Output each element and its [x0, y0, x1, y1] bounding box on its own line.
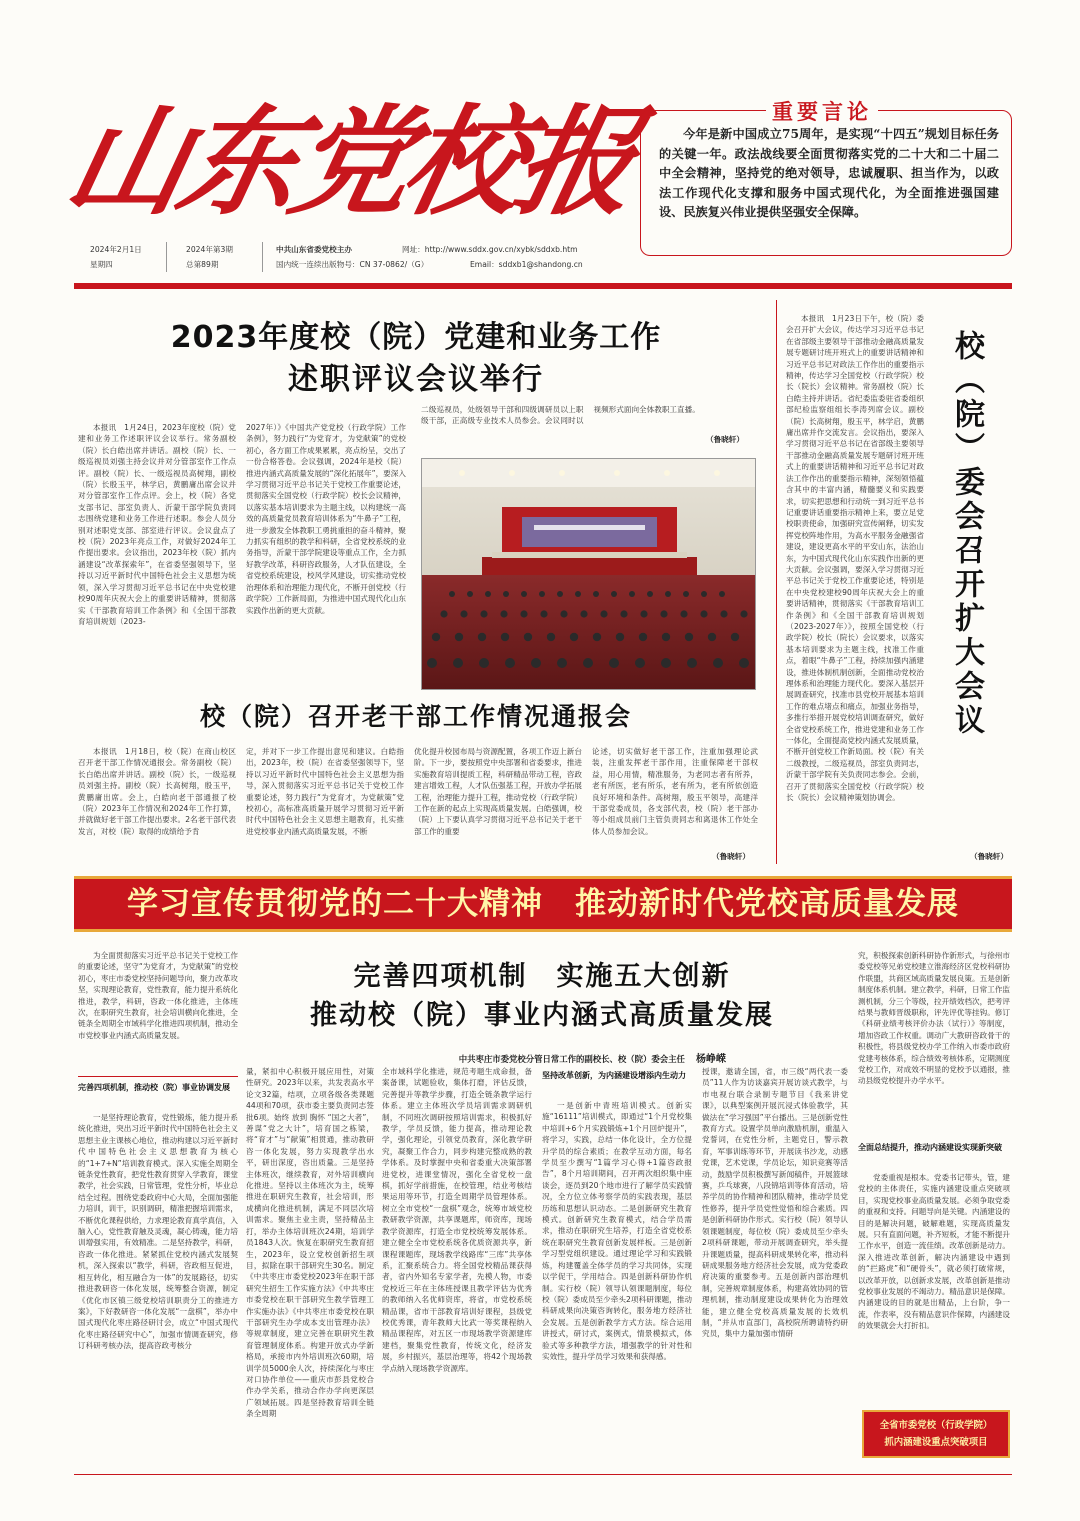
issue-weekday: 星期四	[90, 260, 113, 269]
quote-title: 重要言论	[766, 96, 878, 126]
lead-credit: （鲁晓轩）	[706, 435, 744, 444]
info-divider	[262, 242, 263, 272]
feature-column-6a: 究，积极探索创新科研协作新形式，与徐州市委党校等兄弟党校建立淮海经济区党校科研协作联盟，共商区域高质量发展良策。五是创新制度体系机制。建立教学，科研，日常工作监测机制，分三个等级，拉开绩效档次，把考评结果与教师晋级职称，评先评优等挂钩。修订《科研业绩考核评价办法（试行）》等制度，增加咨政工作权重。调动广大教研咨政骨干的积极性，将县级党校办学工作纳入市委市政府党建考核体系，综合绩效考核体系，定期测度党校工作，对成效不明显的党校予以通报，推动县级党校提升办学水平。	[858, 951, 1010, 1086]
issue-number: 2024年第3期	[186, 245, 233, 254]
feature-headline-line1: 完善四项机制 实施五大创新	[353, 961, 731, 992]
feature-column-3: 全市域科学化推进，规范考题生成命报，备案备课，试题验收，集体打磨，评估反馈，完善提升等教学步骤，打造全链条教学运行体系。建立主体班次学员培训需求调研机制，不同班次调研按照培训需求，积极抓好教学，学员反馈，能力提高，推动理论教学，强化理论，引领党员教育，深化教学研究，凝聚工作合力，同步构建完整成熟的教学体系。及时掌握中央和省委重大决策部署进党校，进课堂情况，强化全省党校一盘棋，抓好学前措施，在校管理，结业考核结果运用等环节，打造全周期学员管理体系。树立全市党校“一盘棋”观念，统筹市域党校教研教学资源，共享课题库，师资库，现场教学资源库，打造全市党校统筹发展体系。建立健全全市党校系统各优质资源共享，新课程课题库，现场教学线路库“三库”共享体系，汇聚系统合力。将全国党校精品课获得者，省内外知名专家学者，先模人物，市委党校近三年在主体班授课且教学评估为优秀的教师纳入名优师资库，将省，市党校系统精品课，省市干部教育培训好课程，县级党校优秀课，青年教师大比武一等奖课程纳入精品课程库，对五区一市现场教学资源建库建档，聚集党性教育，传统文化，经济发展，乡村振兴，基层治理等，将42个现场教学点纳入现场教学资源库。	[382, 1067, 532, 1373]
email-address[interactable]: sddxb1@shandong.cn	[498, 260, 583, 269]
project-tag	[862, 1410, 1010, 1458]
feature-intro: 为全面贯彻落实习近平总书记关于党校工作的重要论述，坚守“为党育才，为党献策”的党校初心，枣庄市委党校坚持问题导向，聚力改革攻坚，实现理论教育，党性教育，能力提升系统化推进，教学，科研，咨政一体化推进，主体班次，在职研究生教育，社会培训横向化推进，全链条全周期全市域科学化推进四项机制，推动全市党校事业内涵式高质量发展。	[78, 951, 238, 1040]
campaign-banner	[74, 876, 1012, 932]
feature-column-2: 量，紧扣中心积极开展应用性，对策性研究。2023年以来，共发表高水平论文32篇，结项，立项各级各类课题44项和70项，获市委主要负责同志签批6项。始终 放到 胸怀 “国之大者”，善谋“党之大计”，培育国之栋梁，将“育才”与“献策”相贯通，推动教研咨一体化发展，努力实现教学出水平，研出深度，咨出质量。三是坚持主体班次，继续教育，对外培训横向化推进。坚持以主体班次为主，统筹推进在职研究生教育，社会培训，形成横向化推进机制，满足不同层次培训需求。聚焦主业主责，坚持精品主打，举办主体培训班次24期，培训学员1843人次。恢复在职研究生教育招生，2023年，设立党校创新招生项目，拟除在职干部研究生30名。制定《中共枣庄市委党校2023年在职干部研究生招生工作实施方法》《中共枣庄市委党校在职干部研究生教学管理工作实施办法》《中共枣庄市委党校在职干部研究生办学成本支出管理办法》等规章制度，建立完善在职研究生教育管理制度体系。构建开放式办学新格局，承接市内外培训班次60期，培训学员5000余人次，持续深化与枣庄对口协作单位——重庆市彭县党校合作办学关系，推动合作办学向更深层广领域拓展。四是坚持教育培训全链条全周期	[246, 1067, 374, 1419]
feature-headline-line2: 推动校（院）事业内涵式高质量发展	[310, 1000, 774, 1031]
veteran-headline: 校（院）召开老干部工作情况通报会	[96, 700, 736, 734]
lead-headline-line1: 2023年度校（院）党建和业务工作	[170, 320, 662, 355]
cn-number: 国内统一连续出版物号：CN 37-0862/（G）	[276, 260, 429, 269]
lead-column-3: 二级巡视员，处级领导干部和四级调研员以上职级干部，正高级专业技术人员参会。会议同时以视频形式面向全体教职工直播。	[421, 405, 700, 426]
feature-column-4: 一是创新中青班培训模式。创新实施“16111”培训模式，即通过“1个月党校集中培训+6个月实践锻炼+1个月回炉提升”，将学习，实践，总结一体化设计，全方位提升学员的综合素质；在教学互动方面，每名学员至少撰写“1篇学习心得+1篇咨政报告”，8个月培训期间，召开两次组织集中座谈会，逐员到20个地市进行了解学员实践情况，全方位立体考察学员的实践表现，基层历练和思想认识动态。二是创新研究生教育模式。创新研究生教育模式，结合学员需求，推动在职研究生培养，打造全省党校系统在职研究生教育创新发展样板。三是创新学习型党组织建设。通过理论学习和实践锻炼，构建覆盖全体学员的学习共同体，实现以学促干，学用结合。四是创新科研协作机制。实行校（院）领导认领课题制度，每位校（院）委成员至少牵头2项科研课题，推动科研成果向决策咨询转化，服务地方经济社会发展。五是创新教学方式方法。综合运用讲授式，研讨式，案例式，情景模拟式，体验式等多种教学方法，增强教学的针对性和实效性，提升学员学习效果和获得感。	[542, 1101, 692, 1361]
email[interactable]	[470, 259, 583, 270]
veteran-column-1: 本报讯 1月18日，校（院）在商山校区召开老干部工作情况通报会。常务副校（院）长白皓出席并讲话。副校（院）长，一级巡视员刘强主持。副校（院）长高树翔，殷玉平，黄鹏庸出席。会上，白皓向老干部通报了校（院）2023年工作情况和2024年工作打算，并就做好老干部工作提出要求。2名老干部代表发言，对校（院）取得的成绩给予肯	[78, 747, 236, 836]
lead-headline	[96, 318, 736, 402]
veteran-column-3: 优化提升校园布局与资源配置，各项工作迈上新台阶。下一步，要按照党中央部署和省委要求，推进实施教育培训提质工程，科研精品带动工程，咨政建言增效工程，人才队伍强基工程，开放办学拓展工程，治理能力提升工程，推动党校（行政学院）工作在新的起点上实现高质量发展。白皓强调，校（院）上下要认真学习贯彻习近平总书记关于老干部工作的重要	[414, 747, 582, 836]
right-article-credit: （鲁晓轩）	[970, 852, 1008, 861]
masthead-calligraphy: 山东党校报	[55, 92, 645, 231]
masthead-rule	[74, 283, 1012, 289]
sponsor: 中共山东省委党校主办	[276, 245, 352, 254]
masthead-info	[90, 244, 630, 276]
project-tag-line2: 抓内涵建设重点突破项目	[884, 1437, 988, 1448]
project-tag-line1: 全省市委党校（行政学院）	[879, 1420, 993, 1431]
lead-headline-line2: 述职评议会议举行	[288, 362, 544, 397]
quote-text: 今年是新中国成立75周年，是实现“十四五”规划目标任务的关键一年。政法战线要全面贯彻落实党的二十大和二十届二中全会精神，坚持党的绝对领导，忠诚履职、担当作为，以政法工作现代化支撑和服务中国式现代化，为全面推进强国建设、民族复兴伟业提供坚强安全保障。	[659, 127, 999, 220]
veteran-column-2: 定，并对下一步工作提出意见和建议。白皓指出，2023年，校（院）在省委坚强领导下，坚持以习近平新时代中国特色社会主义思想为指导，深入贯彻落实习近平总书记关于党校工作重要论述，努力践行“为党育才，为党献策”党校初心，高标准高质量开展学习贯彻习近平新时代中国特色社会主义思想主题教育，扎实推进党校事业内涵式高质量发展，不断	[246, 747, 404, 836]
masthead-title	[55, 92, 645, 232]
website-url[interactable]: http://www.sddx.gov.cn/xybk/sddxb.htm	[424, 245, 578, 254]
feature-byline	[346, 1047, 726, 1066]
byline-position: 中共枣庄市委党校分管日常工作的副校长、校（院）委会主任	[458, 1054, 685, 1064]
website[interactable]	[402, 244, 578, 255]
lead-column-2: 2027年）》《中国共产党党校（行政学院）工作条例》，努力践行“为党育才，为党献策”的党校初心，各方面工作成果累累，亮点纷呈，交出了一份合格答卷。会议强调，2024年是校（院）推进内涵式高质量发展的“深化拓展年”，要深入学习贯彻习近平总书记关于党校工作重要论述，贯彻落实全国党校（行政学院）校长会议精神，以落实基本培训要求为主题主线，以构建统一高效的高质量党员教育培训体系为“牛鼻子”工程，进一步激发全体教职工勇挑重担的奋斗精神，聚力抓实有组织的教学和科研，全省党校系统的业务指导，沂蒙干部学院建设等重点工作，全力抓好教学改革，科研咨政服务，人才队伍建设，全省党校系统建设，校风学风建设，切实推动党校治理体系和治理能力现代化，不断开创党校（行政学院）工作新局面，为推进中国式现代化山东实践作出新的更大贡献。	[246, 423, 406, 615]
issue-serial: 总第89期	[186, 260, 219, 269]
veteran-credit: （鲁晓轩）	[712, 852, 750, 861]
website-label: 网址：	[402, 245, 425, 254]
column-divider	[776, 300, 777, 864]
campaign-banner-text: 学习宣传贯彻党的二十大精神 推动新时代党校高质量发展	[127, 886, 959, 922]
quote-box	[640, 110, 1012, 256]
page-bottom-rule	[74, 1474, 1012, 1475]
right-article-body: 本报讯 1月23日下午，校（院）委会召开扩大会议，传达学习习近平总书记在省部级主要领导干部推动金融高质量发展专题研讨班开班式上的重要讲话精神和习近平总书记对政法工作作出的重要指示精神，传达学习全国党校（行政学院）校长（院长）会议精神。常务副校（院）长白皓主持并讲话。省纪委监委驻省委组织部纪检监察组组长李涛列席会议。副校（院）长高树翔，殷玉平，林学启，黄鹏庸出席并作交流发言。会议指出，要深入学习贯彻习近平总书记在省部级主要领导干部推动金融高质量发展专题研讨班开班式上的重要讲话精神和习近平总书记对政法工作作出的重要指示精神，深刻领悟蕴含其中的丰富内涵，精髓要义和实践要求，切实把思想和行动统一到习近平总书记重要讲话重要指示精神上来，要立足党校职责使命，加强研究宣传阐释，切实发挥党校阵地作用，为高水平服务金融强省建设，建设更高水平的平安山东，法治山东，为中国式现代化山东实践作出新的更大贡献。会议强调，要深入学习贯彻习近平总书记关于党校工作重要论述，特别是在中央党校建校90周年庆祝大会上的重要讲话精神，贯彻落实《干部教育培训工作条例》和《全国干部教育培训规划（2023-2027年）》，按照全国党校（行政学院）校长（院长）会议要求，以落实基本培训要求为主题主线，找准工作重点，着眼“牛鼻子”工程，持续加强内涵建设，推进体制机制创新，全面推动党校治理体系和治理能力现代化。要深入基层开展调查研究，找准市县党校开展基本培训工作的难点堵点和痛点，加强业务指导，多推行举措开展党校培训调查研究，做好全省党校系统工作，推进党建和业务工作一体化，全面提高党校内涵式发展质量，不断开创党校工作新局面。校（院）有关二级教授，二级巡视员，部室负责同志，沂蒙干部学院有关负责同志参会。会前，召开了贯彻落实全国党校（行政学院）校长（院长）会议精神策划协调会。	[786, 314, 924, 803]
conference-photo	[421, 458, 756, 690]
vertical-headline: 校（院）委会召开扩大会议	[949, 330, 984, 738]
email-label: Email：	[470, 260, 499, 269]
feature-column-5: 授课，邀请全国，省，市三级“两代表一委员”11人作为访谈嘉宾开展访谈式教学，与市电视台联合录制专题节目《我来讲党课》，以典型案例开展沉浸式体验教学，其做法在“学习强国”平台播出。三是创新党性教育方式。设置学员单向激励机制，重温入党誓词，在党性分析，主题党日，警示教育，军事训练等环节，开展读书沙龙，动感党课，艺术党课，学员论坛，知识竞赛等活动，鼓励学员积极撰写新闻稿件，开展篮球赛，乒乓球赛，八段锦培训等体育活动，培养学员的协作精神和团队精神，推动学员党性修养，提升学员党性觉悟和综合素质。四是创新科研协作形式。实行校（院）领导认领课题制度，每位校（院）委成员至少牵头2项科研课题，带动开展调查研究，举头提升课题质量，提高科研成果转化率，推动科研成果服务地方经济社会发展，成为党委政府决策的重要参考。五是创新内部治理机制，完善规章制度体系，构建高效协同的管理机制，推动制度建设成果转化为治理效能，建立健全党校高质量发展的长效机制，“并从市直部门，高校院所聘请特约研究员，集中力量加强市情研	[702, 1067, 848, 1339]
veteran-column-4: 论述，切实做好老干部工作，注重加强理论武装，注重发挥老干部作用，注重保障老干部权益，用心用情，精准服务，为老同志者有所养，老有所医，老有所乐，老有所为，老有所依创造良好环境和条件。高树翔，殷玉平领导，高建洋干部党委成员，各支部代表，校（院）老干部办等小组成员前门主管负责同志和离退休工作处全体人员参加会议。	[592, 747, 758, 836]
info-divider	[166, 242, 167, 272]
conference-hall-illustration	[422, 459, 756, 690]
byline-author: 杨峥嵘	[696, 1054, 726, 1065]
feature-column-1: 一是坚持理论教育，党性锻炼，能力提升系统化推进，突出习近平新时代中国特色社会主义思想主业主课核心地位，推动构建以习近平新时代中国特色社会主义思想教育为核心的“1+7+N”培训教育模式。深入实施全周期全链条党性教育，把党性教育贯穿入学教育，课堂教学，社会实践，日常管理，党性分析，毕业总结全过程。围绕党委政府中心大局，全面加强能力培训，训干，识别调研，精准把握培训需求，不断优化课程供给，力求理论教育真学真信，入脑入心，党性教育触及灵魂，凝心铸魂，能力培训增强实用，有效精准。二是坚持教学，科研，咨政一体化推进。紧紧抓住党校内涵式发展契机，深入探索以“教学，科研，咨政相互促进，相互转化，相互融合为一体”的发展路径，切实推进教研咨一体化发展，统筹整合资源，制定《优化市区镇三级党校培训职责分工的推进方案》，下好教研咨一体化发展“一盘棋”，举办中国式现代化枣庄路径研讨会，成立“中国式现代化枣庄路径研究中心”，加强市情调查研究，修订科研考核办法，提高咨政考核分	[78, 1113, 238, 1351]
issue-date: 2024年2月1日	[90, 245, 142, 254]
feature-column-6b: 党委重视是根本。党委书记带头，管，建党校的主体责任，实施内涵建设重点突破项目，实现党校事业高质量发展。必须争取党委的重视和支持。问题导向是关键。内涵建设的目的是解决问题，破解难题，实现高质量发展。只有直面问题，补齐短板，才能不断提升工作水平，创造一流佳绩。改革创新是动力。深入推进改革创新，解决内涵建设中遇到的“拦路虎”和“硬骨头”，就必须打破常规，以改革开放，以创新求发展，改革创新是推动党校事业发展的不竭动力。精品意识是保障。内涵建设的目的就是出精品，上台阶，争一流，作表率，没有精品意识作保障，内涵建设的效果就会大打折扣。	[858, 1173, 1010, 1331]
lead-column-1: 本报讯 1月24日，2023年度校（院）党建和业务工作述职评议会议举行。常务副校（院）长白皓出席并讲话。副校（院）长、一级巡视员刘强主持会议并对分管部室作工作点评。副校（院）长、一级巡视员高树翔，副校（院）长殷玉平，林学启，黄鹏庸出席会议并对分管部室作工作点评。会上，校（院）各党支部书记、部室负责人、沂蒙干部学院负责同志围绕党建和业务工作进行述职。参会人员分别对述职党支部、部室进行评议。会议盘点了校（院）2023年亮点工作，对做好2024年工作提出要求。会议指出，2023年校（院）抓内涵建设“改革探索年”，在省委坚强领导下，坚持以习近平新时代中国特色社会主义思想为统领，深入学习贯彻习近平总书记在中央党校建校90周年庆祝大会上的重要讲话精神，贯彻落实《干部教育培训工作条例》和《全国干部教育培训规划（2023-	[78, 423, 236, 626]
feature-subhead-2: 坚持改革创新，为内涵建设增添内生动力	[542, 1071, 686, 1080]
feature-subhead-3: 全面总结提升，推动内涵建设实现新突破	[858, 1143, 1002, 1152]
feature-rule	[78, 1076, 238, 1077]
feature-subhead-1: 完善四项机制，推动校（院）事业协调发展	[78, 1083, 230, 1092]
feature-headline	[246, 958, 838, 1036]
